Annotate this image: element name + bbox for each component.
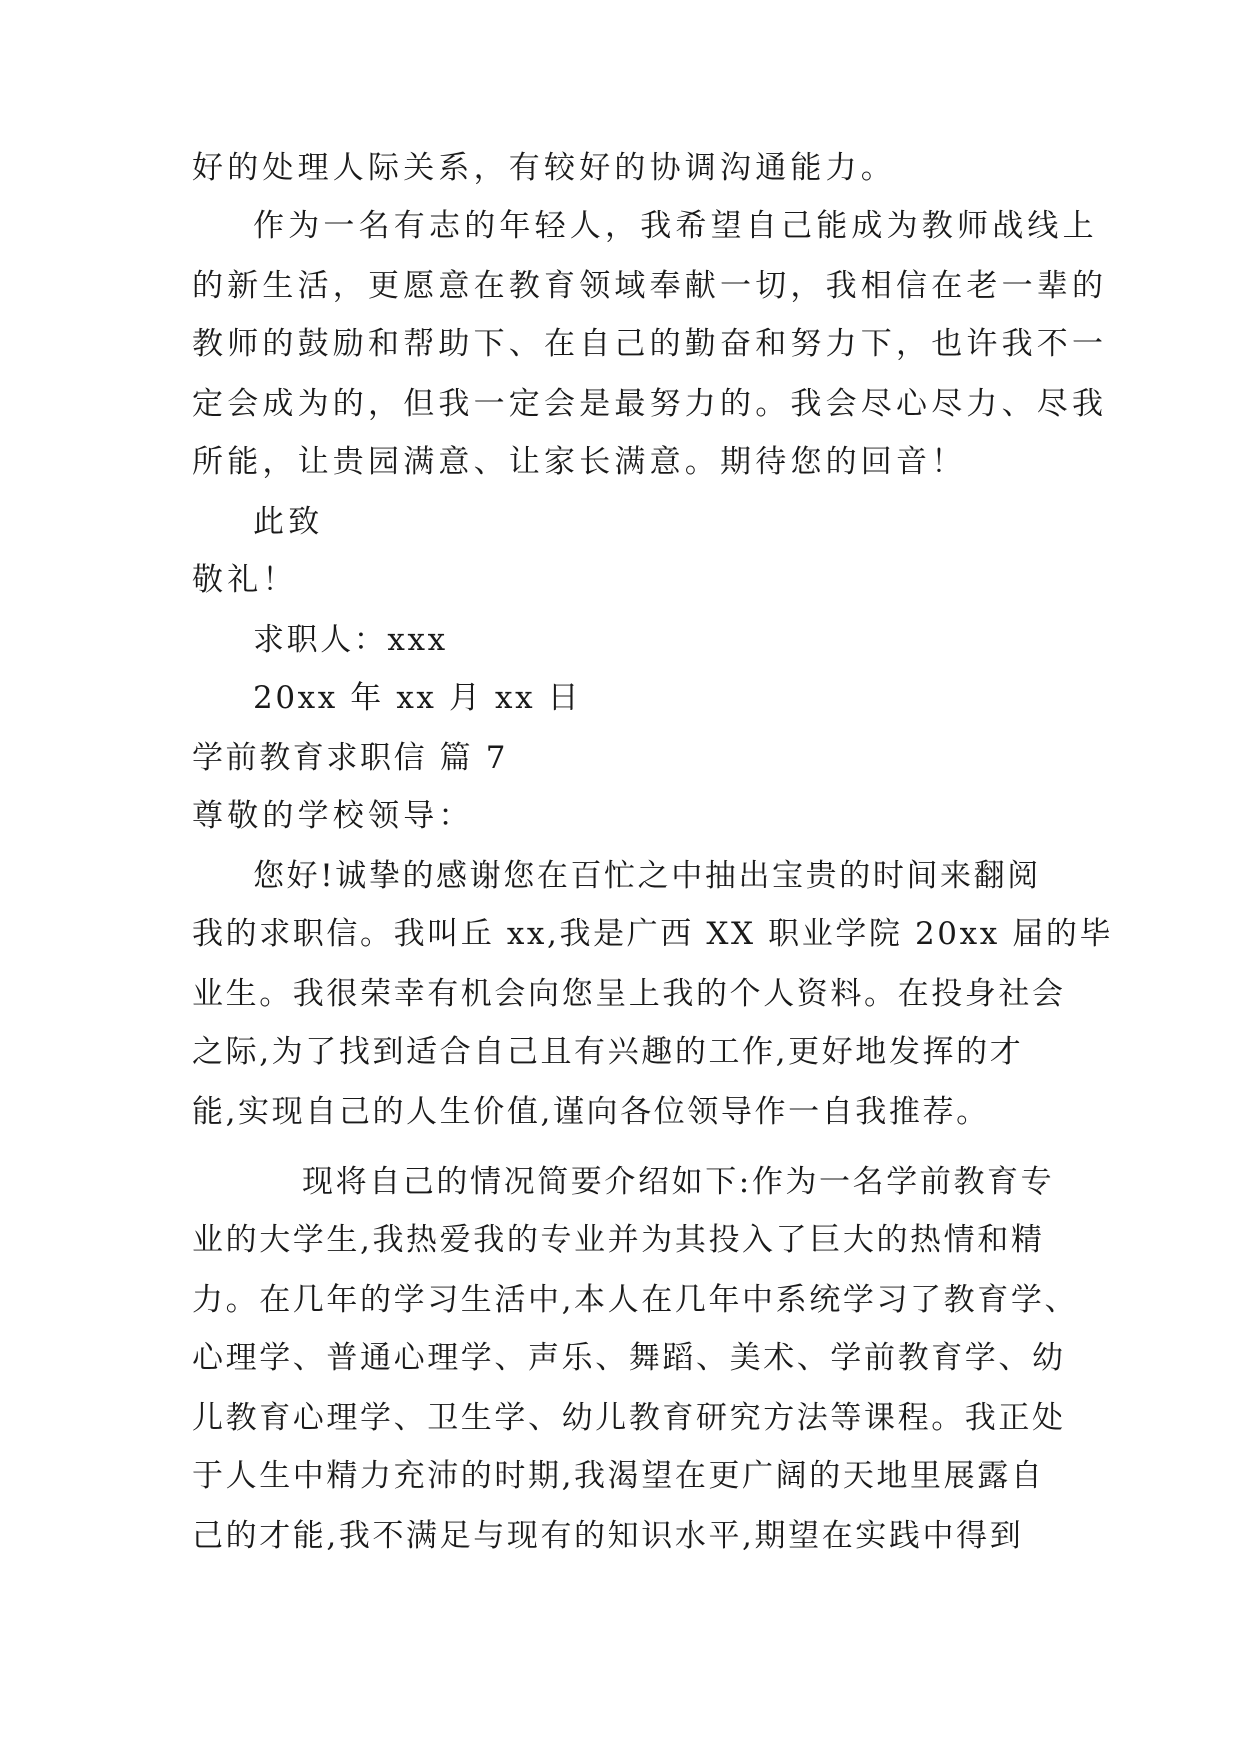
closing-salutation: 此致 — [253, 504, 324, 540]
paragraph-line-16: 儿教育心理学、卫生学、幼儿教育研究方法等课程。我正处 — [192, 1400, 1066, 1436]
letter-date: 20xx 年 xx 月 xx 日 — [253, 680, 582, 716]
paragraph-line-3: 的新生活，更愿意在教育领域奉献一切，我相信在老一辈的 — [192, 268, 1108, 304]
paragraph-line-14: 力。在几年的学习生活中,本人在几年中系统学习了教育学、 — [192, 1282, 1079, 1318]
paragraph-line-4: 教师的鼓励和帮助下、在自己的勤奋和努力下，也许我不一 — [192, 326, 1108, 362]
paragraph-line-18: 己的才能,我不满足与现有的知识水平,期望在实践中得到 — [192, 1518, 1024, 1554]
paragraph-line-17: 于人生中精力充沛的时期,我渴望在更广阔的天地里展露自 — [192, 1458, 1045, 1494]
paragraph-line-5: 定会成为的，但我一定会是最努力的。我会尽心尽力、尽我 — [192, 386, 1108, 422]
section-heading: 学前教育求职信 篇 7 — [192, 740, 509, 776]
paragraph-line-2: 作为一名有志的年轻人，我希望自己能成为教师战线上 — [253, 208, 1098, 244]
paragraph-line-7: 您好!诚挚的感谢您在百忙之中抽出宝贵的时间来翻阅 — [253, 858, 1041, 894]
paragraph-line-6: 所能，让贵园满意、让家长满意。期待您的回音！ — [192, 444, 967, 480]
paragraph-line-9: 业生。我很荣幸有机会向您呈上我的个人资料。在投身社会 — [192, 976, 1066, 1012]
paragraph-line-15: 心理学、普通心理学、声乐、舞蹈、美术、学前教育学、幼 — [192, 1340, 1066, 1376]
paragraph-line-12: 现将自己的情况简要介绍如下:作为一名学前教育专 — [302, 1164, 1055, 1200]
closing-regards: 敬礼！ — [192, 562, 298, 598]
paragraph-line-10: 之际,为了找到适合自己且有兴趣的工作,更好地发挥的才 — [192, 1034, 1024, 1070]
paragraph-line-13: 业的大学生,我热爱我的专业并为其投入了巨大的热情和精 — [192, 1222, 1045, 1258]
applicant-signature: 求职人：xxx — [253, 622, 448, 658]
paragraph-line-8: 我的求职信。我叫丘 xx,我是广西 XX 职业学院 20xx 届的毕 — [192, 916, 1114, 952]
letter-greeting: 尊敬的学校领导： — [192, 798, 474, 834]
paragraph-line-11: 能,实现自己的人生价值,谨向各位领导作一自我推荐。 — [192, 1094, 990, 1130]
paragraph-line-1: 好的处理人际关系，有较好的协调沟通能力。 — [192, 150, 896, 186]
